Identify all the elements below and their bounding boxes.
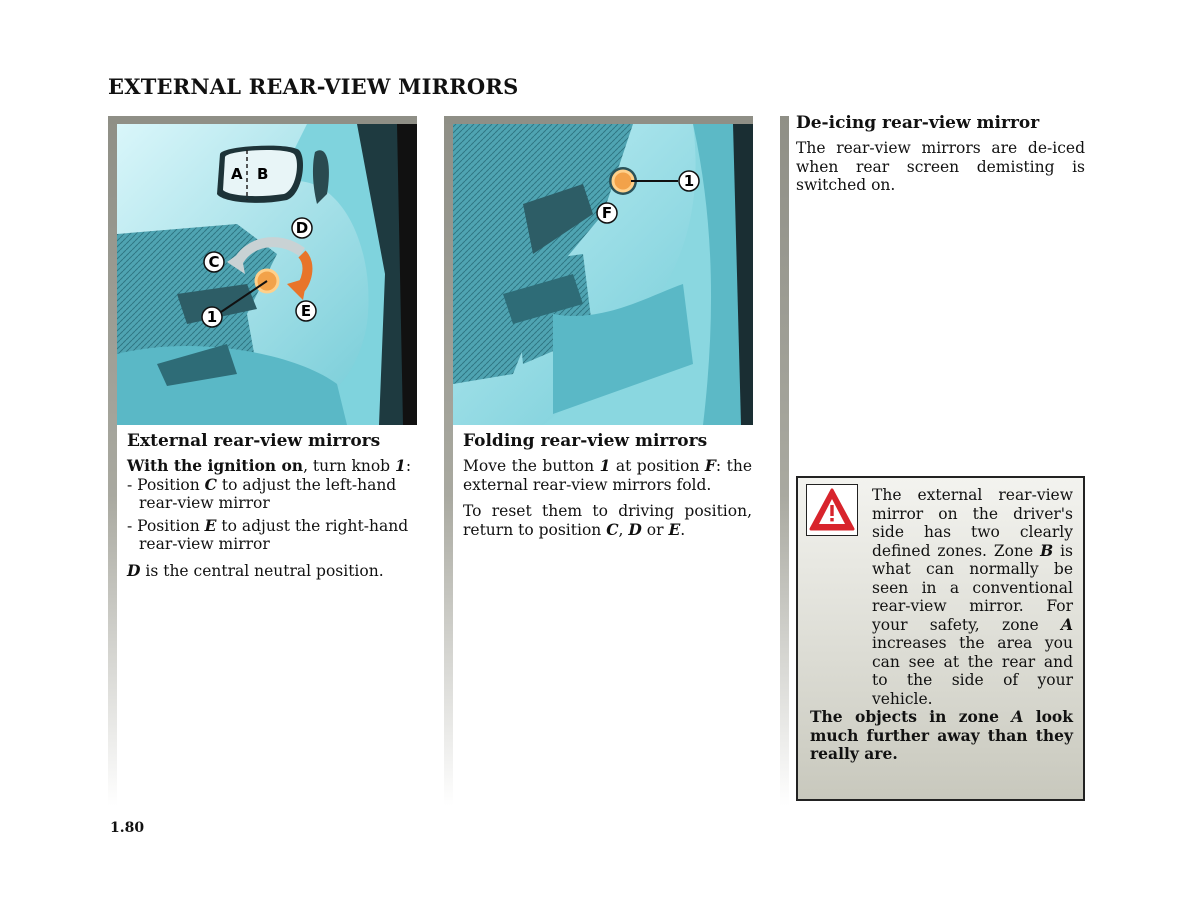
- heading-deicing: De-icing rear-view mirror: [796, 113, 1040, 133]
- intro-bold: With the ignition on: [127, 456, 304, 475]
- svg-text:1: 1: [206, 308, 218, 326]
- badge-knob-1: [202, 307, 222, 327]
- badge-position-f: [597, 203, 617, 223]
- zone-a-label: A: [231, 165, 243, 183]
- column-bar-middle: [444, 116, 453, 806]
- svg-text:D: D: [295, 219, 309, 237]
- heading-external-mirrors: External rear-view mirrors: [127, 431, 381, 451]
- list-item: - Position E to adjust the right-hand rear-view mirror: [127, 515, 409, 553]
- list-item: - Position C to adjust the left-hand rear-view mirror: [127, 474, 397, 512]
- text-folding-mirrors: Move the button 1 at position F: the external rear-view mirrors fold. To reset them to driving position, return to position C, D or E.: [463, 456, 752, 539]
- page-number: 1.80: [110, 820, 145, 836]
- badge-knob-1: [679, 171, 699, 191]
- figure-mirror-adjust: [117, 124, 417, 425]
- neutral-position-text: D is the central neutral position.: [127, 560, 384, 580]
- text-external-mirrors: [127, 457, 417, 580]
- warning-box: [796, 476, 1085, 801]
- intro-end: :: [405, 457, 412, 475]
- text-deicing: The rear-view mirrors are de-iced when rear screen demisting is switched on.: [796, 139, 1085, 194]
- page-title: EXTERNAL REAR-VIEW MIRRORS: [108, 74, 519, 99]
- warning-emphasis: The objects in zone A look much further away than they really are.: [810, 707, 1073, 763]
- warning-text: The external rear-view mirror on the driver's side has two clearly defined zones. Zone B is what can normally be seen in a conventional rear-view mirror. For your safety, zone A increases the area you can see at the rear and to the side of your vehicle. The objects in zone A look much further away than they really are.: [810, 486, 1073, 763]
- zone-b-label: B: [257, 165, 269, 183]
- column-top-bar-middle: [444, 116, 753, 124]
- column-bar-right: [780, 116, 789, 806]
- column-top-bar-left: [108, 116, 417, 124]
- heading-folding-mirrors: Folding rear-view mirrors: [463, 431, 708, 451]
- badge-position-d: [292, 218, 312, 238]
- intro-text: , turn knob: [303, 457, 396, 475]
- svg-text:1: 1: [683, 172, 695, 190]
- badge-position-c: [204, 252, 224, 272]
- badge-position-e: [296, 301, 316, 321]
- knob-ref: 1: [395, 456, 406, 475]
- svg-text:F: F: [601, 204, 613, 222]
- column-bar-left: [108, 116, 117, 806]
- figure-mirror-fold: [453, 124, 753, 425]
- svg-text:C: C: [208, 253, 220, 271]
- svg-text:E: E: [300, 302, 312, 320]
